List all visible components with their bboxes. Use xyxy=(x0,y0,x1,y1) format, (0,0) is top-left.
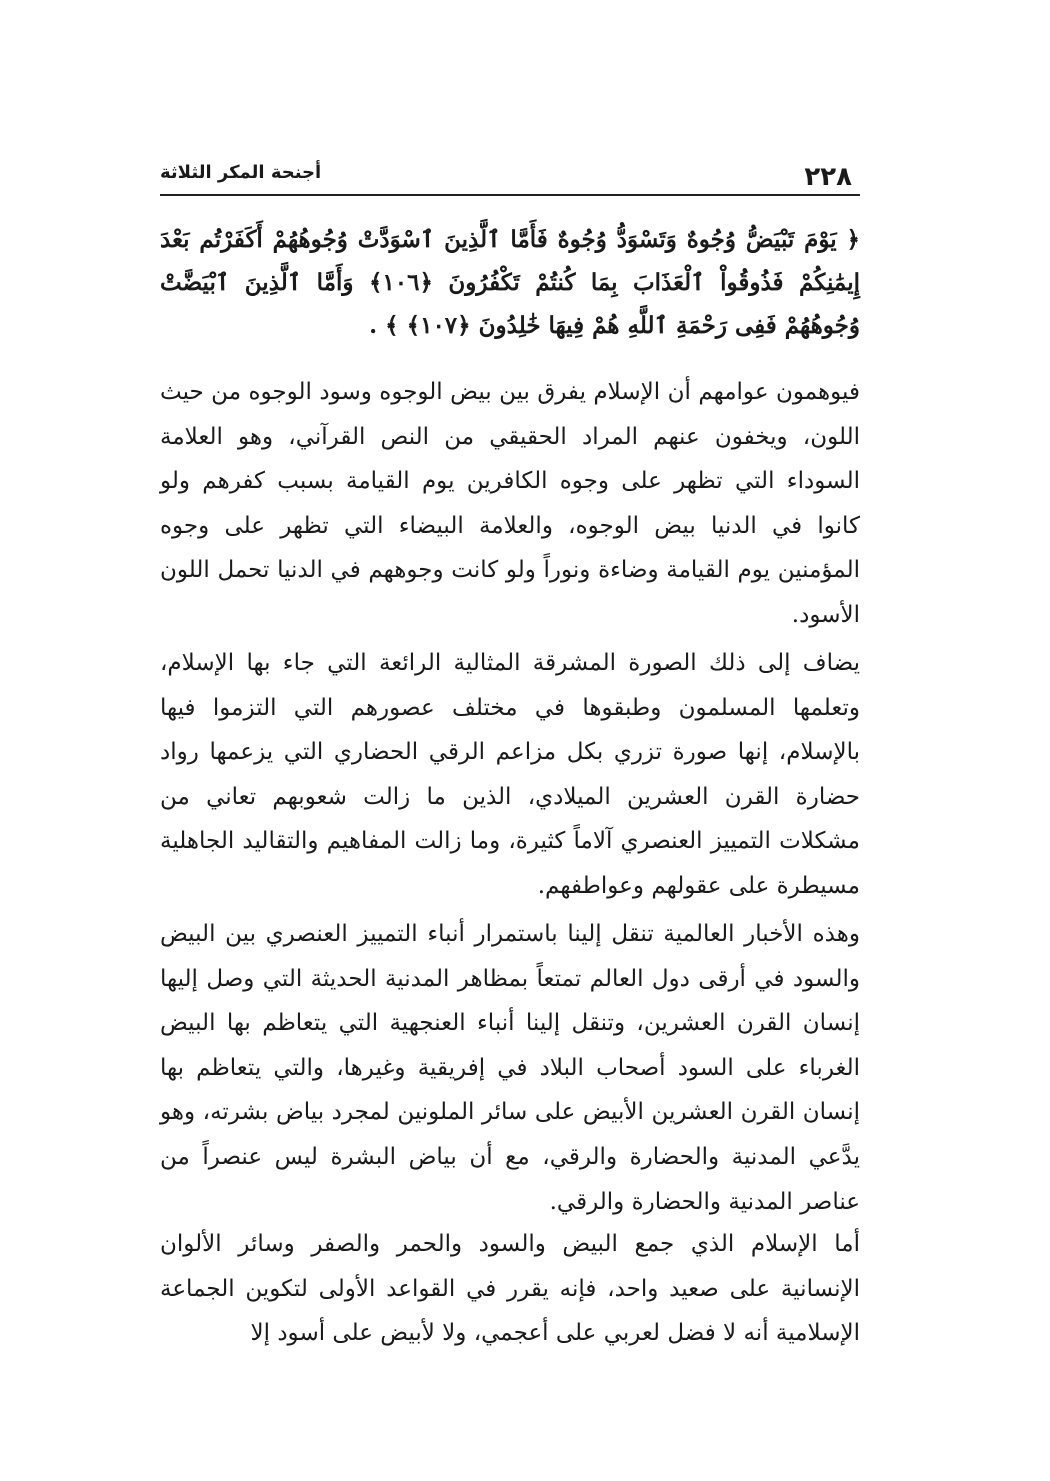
page-header xyxy=(160,160,860,196)
running-title: أجنحة المكر الثلاثة xyxy=(160,162,322,183)
paragraph-2: يضاف إلى ذلك الصورة المشرقة المثالية الرائعة التي جاء بها الإسلام، وتعلمها المسلمون وطبقوها في مختلف عصورهم التي التزموا فيها بالإسلام، إنها صورة تزري بكل مزاعم الرقي الحضاري التي يزعمها رواد حضارة القرن العشرين الميلادي، الذين ما زالت شعوبهم تعاني من مشكلات التمييز العنصري آلاماً كثيرة، وما زالت المفاهيم والتقاليد الجاهلية مسيطرة على عقولهم وعواطفهم. xyxy=(160,650,860,899)
paragraph-1: فيوهمون عوامهم أن الإسلام يفرق بين بيض الوجوه وسود الوجوه من حيث اللون، ويخفون عنهم المراد الحقيقي من النص القرآني، وهو العلامة السوداء التي تظهر على وجوه الكافرين يوم القيامة بسبب كفرهم ولو كانوا في الدنيا بيض الوجوه، والعلامة البيضاء التي تظهر على وجوه المؤمنين يوم القيامة وضاءة ونوراً ولو كانت وجوههم في الدنيا تحمل اللون الأسود. xyxy=(160,379,860,628)
paragraph-4: أما الإسلام الذي جمع البيض والسود والحمر والصفر وسائر الألوان الإنسانية على صعيد واحد، فإنه يقرر في القواعد الأولى لتكوين الجماعة الإسلامية أنه لا فضل لعربي على أعجمي، ولا لأبيض على أسود إلا xyxy=(160,1231,860,1347)
paragraph-3: وهذه الأخبار العالمية تنقل إلينا باستمرار أنباء التمييز العنصري بين البيض والسود في أرقى دول العالم تمتعاً بمظاهر المدنية الحديثة التي وصل إليها إنسان القرن العشرين، وتنقل إلينا أنباء العنجهية التي يتعاظم بها البيض الغرباء على السود أصحاب البلاد في إفريقية وغيرها، والتي يتعاظم بها إنسان القرن العشرين الأبيض على سائر الملونين لمجرد بياض بشرته، وهو يدَّعي المدنية والحضارة والرقي، مع أن بياض البشرة ليس عنصراً من عناصر المدنية والحضارة والرقي. xyxy=(160,921,860,1215)
quran-verse: ﴿ يَوْمَ تَبْيَضُّ وُجُوهٌ وَتَسْوَدُّ وُجُوهٌ فَأَمَّا ٱلَّذِينَ ٱسْوَدَّتْ وُجُوهُهُمْ أَكَفَرْتُم بَعْدَ إِيمَٰنِكُمْ فَذُوقُواْ ٱلْعَذَابَ بِمَا كُنتُمْ تَكْفُرُونَ ﴿١٠٦﴾ وَأَمَّا ٱلَّذِينَ ٱبْيَضَّتْ وُجُوهُهُمْ فَفِى رَحْمَةِ ٱللَّهِ هُمْ فِيهَا خَٰلِدُونَ ﴿١٠٧﴾ ﴾ . xyxy=(160,226,861,339)
page-number: ٢٢٨ xyxy=(804,162,852,192)
